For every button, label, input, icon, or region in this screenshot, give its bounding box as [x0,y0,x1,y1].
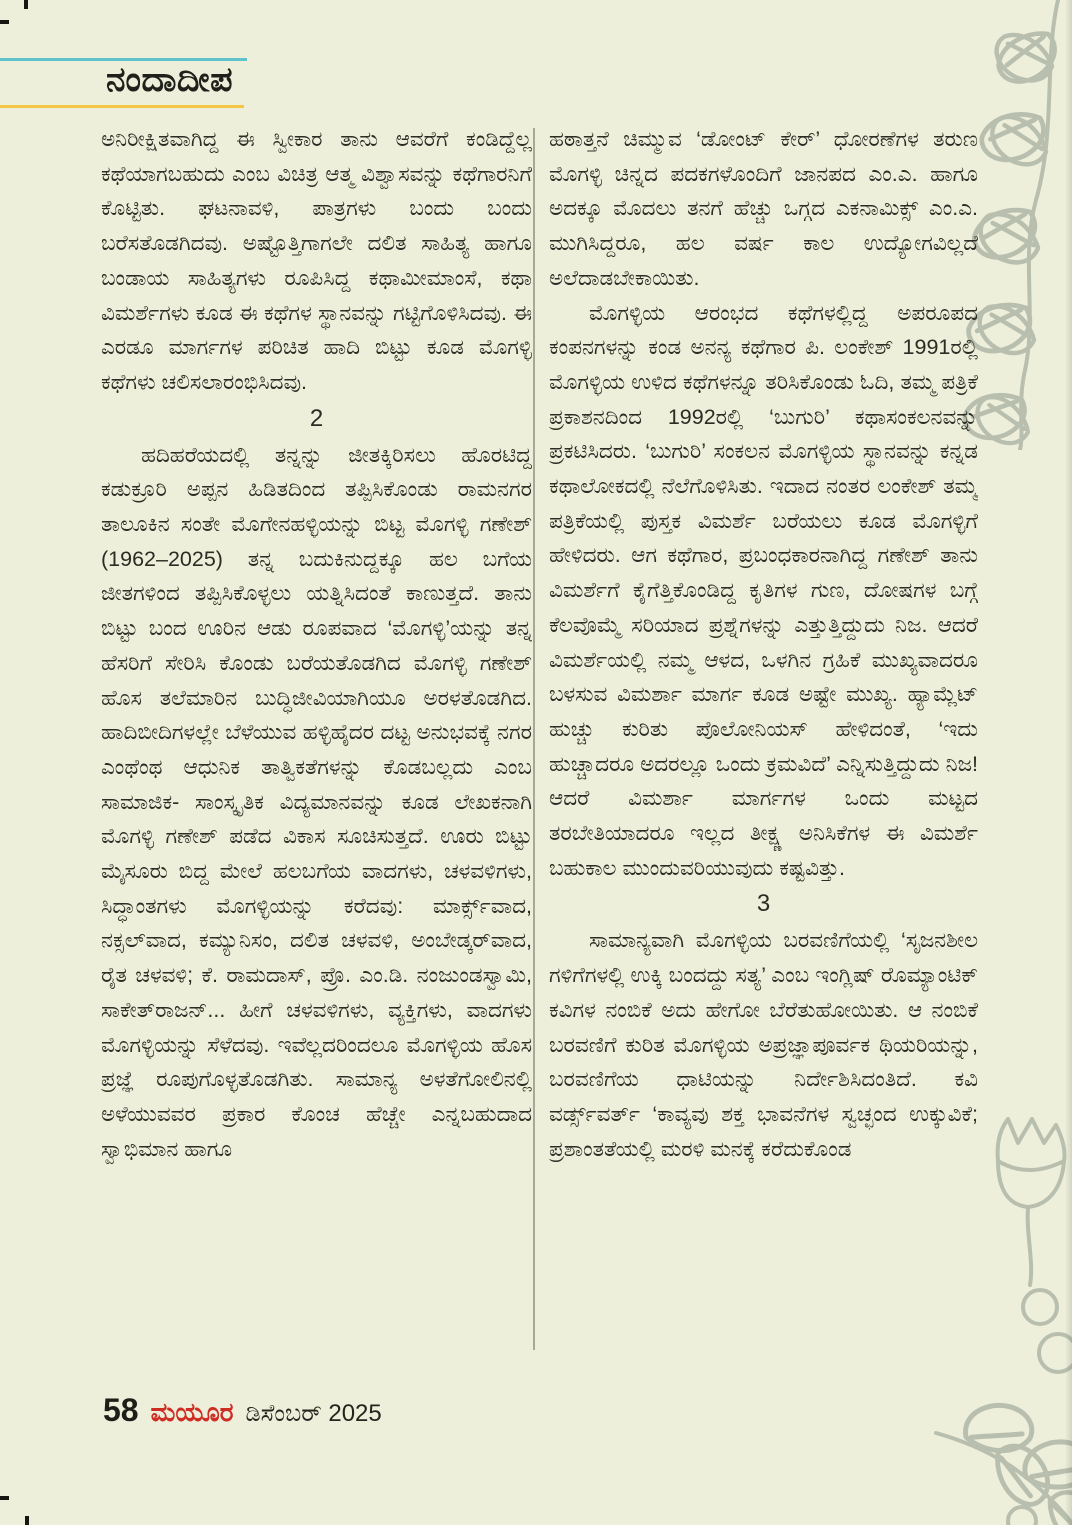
page-title: ನಂದಾದೀಪ [106,60,234,99]
article-column-left [101,122,532,1362]
body-paragraph: ಅನಿರೀಕ್ಷಿತವಾಗಿದ್ದ ಈ ಸ್ವೀಕಾರ ತಾನು ಆವರೆಗೆ ಕಂಡಿದ್ದೆಲ್ಲ ಕಥೆಯಾಗಬಹುದು ಎಂಬ ವಿಚಿತ್ರ ಆತ್ಮ ವಿಶ್ವಾಸವನ್ನು ಕಥೆಗಾರನಿಗೆ ಕೊಟ್ಟಿತು. ಘಟನಾವಳಿ, ಪಾತ್ರಗಳು ಬಂದು ಬಂದು ಬರೆಸತೊಡಗಿದವು. ಅಷ್ಟೊತ್ತಿಗಾಗಲೇ ದಲಿತ ಸಾಹಿತ್ಯ ಹಾಗೂ ಬಂಡಾಯ ಸಾಹಿತ್ಯಗಳು ರೂಪಿಸಿದ್ದ ಕಥಾಮೀಮಾಂಸೆ, ಕಥಾ ವಿಮರ್ಶೆಗಳು ಕೂಡ ಈ ಕಥೆಗಳ ಸ್ಥಾನವನ್ನು ಗಟ್ಟಿಗೊಳಿಸಿದವು. ಈ ಎರಡೂ ಮಾರ್ಗಗಳ ಪರಿಚಿತ ಹಾದಿ ಬಿಟ್ಟು ಕೂಡ ಮೊಗಳ್ಳಿ ಕಥೆಗಳು ಚಲಿಸಲಾರಂಭಿಸಿದವು. [101,127,532,394]
header-rule-bottom [0,105,244,108]
page-number: 58 [103,1392,139,1428]
column-divider [533,128,535,1350]
section-number: 2 [309,404,324,432]
page-footer [103,1392,382,1429]
body-paragraph: ಮೊಗಳ್ಳಿಯ ಆರಂಭದ ಕಥೆಗಳಲ್ಲಿದ್ದ ಅಪರೂಪದ ಕಂಪನಗಳನ್ನು ಕಂಡ ಅನನ್ಯ ಕಥೆಗಾರ ಪಿ. ಲಂಕೇಶ್ 1991ರಲ್ಲಿ ಮೊಗಳ್ಳಿಯ ಉಳಿದ ಕಥೆಗಳನ್ನೂ ತರಿಸಿಕೊಂಡು ಓದಿ, ತಮ್ಮ ಪತ್ರಿಕೆ ಪ್ರಕಾಶನದಿಂದ 1992ರಲ್ಲಿ ‘ಬುಗುರಿ’ ಕಥಾಸಂಕಲನವನ್ನು ಪ್ರಕಟಿಸಿದರು. ‘ಬುಗುರಿ’ ಸಂಕಲನ ಮೊಗಳ್ಳಿಯ ಸ್ಥಾನವನ್ನು ಕನ್ನಡ ಕಥಾಲೋಕದಲ್ಲಿ ನೆಲೆಗೊಳಿಸಿತು. ಇದಾದ ನಂತರ ಲಂಕೇಶ್ ತಮ್ಮ ಪತ್ರಿಕೆಯಲ್ಲಿ ಪುಸ್ತಕ ವಿಮರ್ಶೆ ಬರೆಯಲು ಕೂಡ ಮೊಗಳ್ಳಿಗೆ ಹೇಳಿದರು. ಆಗ ಕಥೆಗಾರ, ಪ್ರಬಂಧಕಾರನಾಗಿದ್ದ ಗಣೇಶ್ ತಾನು ವಿಮರ್ಶೆಗೆ ಕೈಗೆತ್ತಿಕೊಂಡಿದ್ದ ಕೃತಿಗಳ ಗುಣ, ದೋಷಗಳ ಬಗ್ಗೆ ಕೆಲವೊಮ್ಮೆ ಸರಿಯಾದ ಪ್ರಶ್ನೆಗಳನ್ನು ಎತ್ತುತ್ತಿದ್ದುದು ನಿಜ. ಆದರೆ ವಿಮರ್ಶೆಯಲ್ಲಿ ನಮ್ಮ ಆಳದ, ಒಳಗಿನ ಗ್ರಹಿಕೆ ಮುಖ್ಯವಾದರೂ ಬಳಸುವ ವಿಮರ್ಶಾ ಮಾರ್ಗ ಕೂಡ ಅಷ್ಟೇ ಮುಖ್ಯ. ಹ್ಯಾಮ್ಲೆಟ್ ಹುಚ್ಚು ಕುರಿತು ಪೊಲೋನಿಯಸ್ ಹೇಳಿದಂತೆ, ‘ಇದು ಹುಚ್ಚಾದರೂ ಅದರಲ್ಲೂ ಒಂದು ಕ್ರಮವಿದೆ’ ಎನ್ನಿಸುತ್ತಿದ್ದುದು ನಿಜ! ಆದರೆ ವಿಮರ್ಶಾ ಮಾರ್ಗಗಳ ಒಂದು ಮಟ್ಟದ ತರಬೇತಿಯಾದರೂ ಇಲ್ಲದ ತೀಕ್ಷ್ಣ ಅನಿಸಿಕೆಗಳ ಈ ವಿಮರ್ಶೆ ಬಹುಕಾಲ ಮುಂದುವರಿಯುವುದು ಕಷ್ಟವಿತ್ತು. [549,300,978,880]
issue-date: ಡಿಸೆಂಬರ್ 2025 [245,1400,382,1427]
magazine-name: ಮಯೂರ [150,1397,234,1427]
body-paragraph: ಹಠಾತ್ತನೆ ಚಿಮ್ಮುವ ‘ಡೋಂಟ್ ಕೇರ್’ ಧೋರಣೆಗಳ ತರುಣ ಮೊಗಳ್ಳಿ ಚಿನ್ನದ ಪದಕಗಳೊಂದಿಗೆ ಜಾನಪದ ಎಂ.ಎ. ಹಾಗೂ ಅದಕ್ಕೂ ಮೊದಲು ತನಗೆ ಹೆಚ್ಚು ಒಗ್ಗದ ಎಕನಾಮಿಕ್ಸ್ ಎಂ.ಎ. ಮುಗಿಸಿದ್ದರೂ, ಹಲ ವರ್ಷ ಕಾಲ ಉದ್ಯೋಗವಿಲ್ಲದೆ ಅಲೆದಾಡಬೇಕಾಯಿತು. [549,127,978,290]
crop-mark [24,0,28,9]
crop-mark [25,1516,29,1525]
body-paragraph: ಹದಿಹರೆಯದಲ್ಲಿ ತನ್ನನ್ನು ಜೀತಕ್ಕಿರಿಸಲು ಹೊರಟಿದ್ದ ಕಡುಕ್ರೂರಿ ಅಪ್ಪನ ಹಿಡಿತದಿಂದ ತಪ್ಪಿಸಿಕೊಂಡು ರಾಮನಗರ ತಾಲೂಕಿನ ಸಂತೇ ಮೊಗೇನಹಳ್ಳಿಯನ್ನು ಬಿಟ್ಟ ಮೊಗಳ್ಳಿ ಗಣೇಶ್ (1962–2025) ತನ್ನ ಬದುಕಿನುದ್ದಕ್ಕೂ ಹಲ ಬಗೆಯ ಜೀತಗಳಿಂದ ತಪ್ಪಿಸಿಕೊಳ್ಳಲು ಯತ್ನಿಸಿದಂತೆ ಕಾಣುತ್ತದೆ. ತಾನು ಬಿಟ್ಟು ಬಂದ ಊರಿನ ಆಡು ರೂಪವಾದ ‘ಮೊಗಳ್ಳಿ’ಯನ್ನು ತನ್ನ ಹೆಸರಿಗೆ ಸೇರಿಸಿ ಕೊಂಡು ಬರೆಯತೊಡಗಿದ ಮೊಗಳ್ಳಿ ಗಣೇಶ್ ಹೊಸ ತಲೆಮಾರಿನ ಬುದ್ಧಿಜೀವಿಯಾಗಿಯೂ ಅರಳತೊಡಗಿದ. ಹಾದಿಬೀದಿಗಳಲ್ಲೇ ಬೆಳೆಯುವ ಹಳ್ಳಿಹೈದರ ದಟ್ಟ ಅನುಭವಕ್ಕೆ ನಗರ ಎಂಥೆಂಥ ಆಧುನಿಕ ತಾತ್ವಿಕತೆಗಳನ್ನು ಕೊಡಬಲ್ಲದು ಎಂಬ ಸಾಮಾಜಿಕ- ಸಾಂಸ್ಕೃತಿಕ ವಿದ್ಯಮಾನವನ್ನು ಕೂಡ ಲೇಖಕನಾಗಿ ಮೊಗಳ್ಳಿ ಗಣೇಶ್ ಪಡೆದ ವಿಕಾಸ ಸೂಚಿಸುತ್ತದೆ. ಊರು ಬಿಟ್ಟು ಮೈಸೂರು ಬಿದ್ದ ಮೇಲೆ ಹಲಬಗೆಯ ವಾದಗಳು, ಚಳವಳಿಗಳು, ಸಿದ್ಧಾಂತಗಳು ಮೊಗಳ್ಳಿಯನ್ನು ಕರೆದವು: ಮಾರ್ಕ್ಸ್‌ವಾದ, ನಕ್ಸಲ್‌ವಾದ, ಕಮ್ಯುನಿಸಂ, ದಲಿತ ಚಳವಳಿ, ಅಂಬೇಡ್ಕರ್‌ವಾದ, ರೈತ ಚಳವಳಿ; ಕೆ. ರಾಮದಾಸ್, ಪ್ರೊ. ಎಂ.ಡಿ. ನಂಜುಂಡಸ್ವಾಮಿ, ಸಾಕೇತ್‌ರಾಜನ್... ಹೀಗೆ ಚಳವಳಿಗಳು, ವ್ಯಕ್ತಿಗಳು, ವಾದಗಳು ಮೊಗಳ್ಳಿಯನ್ನು ಸೆಳೆದವು. ಇವೆಲ್ಲದರಿಂದಲೂ ಮೊಗಳ್ಳಿಯ ಹೊಸ ಪ್ರಜ್ಞೆ ರೂಪುಗೊಳ್ಳತೊಡಗಿತು. ಸಾಮಾನ್ಯ ಅಳತೆಗೋಲಿನಲ್ಲಿ ಅಳೆಯುವವರ ಪ್ರಕಾರ ಕೊಂಚ ಹೆಚ್ಚೇ ಎನ್ನಬಹುದಾದ ಸ್ವಾಭಿಮಾನ ಹಾಗೂ [101,442,532,1161]
crop-mark [0,20,9,24]
section-number: 3 [756,890,771,918]
article-column-right [549,122,978,1362]
page-edge-shading [1065,0,1072,1525]
crop-mark [0,1496,9,1500]
body-paragraph: ಸಾಮಾನ್ಯವಾಗಿ ಮೊಗಳ್ಳಿಯ ಬರವಣಿಗೆಯಲ್ಲಿ ‘ಸೃಜನಶೀಲ ಗಳಿಗೆಗಳಲ್ಲಿ ಉಕ್ಕಿ ಬಂದದ್ದು ಸತ್ಯ’ ಎಂಬ ಇಂಗ್ಲಿಷ್ ರೊಮ್ಯಾಂಟಿಕ್ ಕವಿಗಳ ನಂಬಿಕೆ ಅದು ಹೇಗೋ ಬೆರೆತುಹೋಯಿತು. ಆ ನಂಬಿಕೆ ಬರವಣಿಗೆ ಕುರಿತ ಮೊಗಳ್ಳಿಯ ಅಪ್ರಜ್ಞಾಪೂರ್ವಕ ಥಿಯರಿಯನ್ನು, ಬರವಣಿಗೆಯ ಧಾಟಿಯನ್ನು ನಿರ್ದೇಶಿಸಿದಂತಿದೆ. ಕವಿ ವರ್ಡ್ಸ್‌ವರ್ತ್ ‘ಕಾವ್ಯವು ಶಕ್ತ ಭಾವನೆಗಳ ಸ್ವಚ್ಛಂದ ಉಕ್ಕುವಿಕೆ; ಪ್ರಶಾಂತತೆಯಲ್ಲಿ ಮರಳಿ ಮನಕ್ಕೆ ಕರೆದುಕೊಂಡ [549,928,978,1161]
